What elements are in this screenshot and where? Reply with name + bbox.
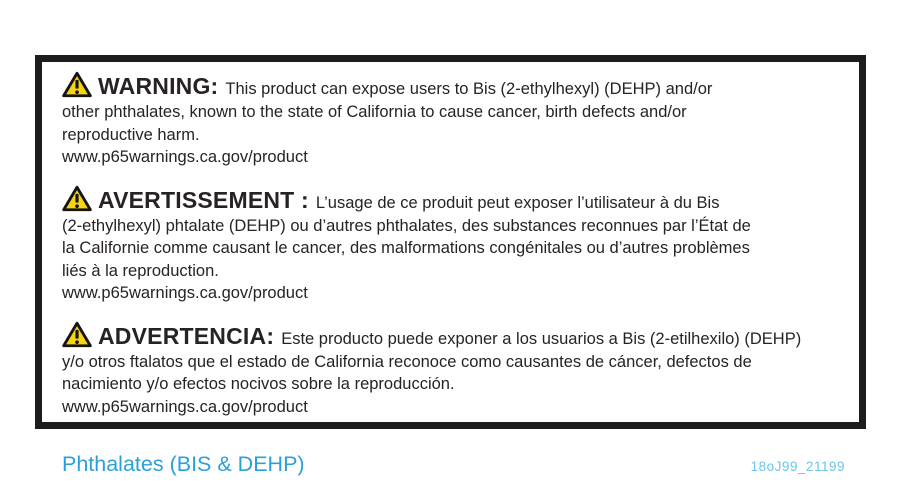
warning-heading-spanish: ADVERTENCIA: bbox=[98, 322, 275, 349]
warning-text-french-line-4: liés à la reproduction. bbox=[62, 261, 219, 280]
warning-block-spanish bbox=[62, 321, 849, 419]
warning-heading-french: AVERTISSEMENT : bbox=[98, 186, 309, 213]
warning-text-english-line-2: other phthalates, known to the state of California to cause cancer, birth defects and/or bbox=[62, 103, 687, 121]
warning-text-french-line-2: (2-ethylhexyl) phtalate (DEHP) ou d’autres phthalates, des substances reconnues par l’État de bbox=[62, 216, 751, 235]
warning-text-english-line-3: reproductive harm. bbox=[62, 125, 200, 144]
warning-triangle-icon bbox=[62, 71, 92, 98]
warning-text-spanish-line-2: y/o otros ftalatos que el estado de California reconoce como causantes de cáncer, defectos de bbox=[62, 352, 752, 371]
warning-heading-english: WARNING: bbox=[98, 73, 219, 99]
warning-heading-line-spanish bbox=[62, 321, 849, 351]
warning-text-spanish-line-3: nacimiento y/o efectos nocivos sobre la reproducción. bbox=[62, 375, 455, 393]
warning-text-french-line-3: la Californie comme causant le cancer, des malformations congénitales ou d’autres problèmes bbox=[62, 239, 750, 257]
warning-heading-line-french bbox=[62, 185, 849, 215]
p65-url-spanish: www.p65warnings.ca.gov/product bbox=[62, 397, 308, 416]
page-title: Phthalates (BIS & DEHP) bbox=[62, 452, 305, 476]
warning-triangle-icon bbox=[62, 185, 92, 212]
document-code: 18oJ99_21199 bbox=[750, 459, 845, 474]
p65-url-french: www.p65warnings.ca.gov/product bbox=[62, 284, 308, 302]
warning-text-spanish-line-1: Este producto puede exponer a los usuarios a Bis (2-etilhexilo) (DEHP) bbox=[281, 329, 802, 348]
warning-text-french-line-1: L’usage de ce produit peut exposer l’utilisateur à du Bis bbox=[315, 193, 720, 212]
warning-block-french bbox=[62, 185, 849, 305]
warning-block-english bbox=[62, 71, 849, 169]
prop65-warning-box bbox=[35, 55, 866, 429]
warning-text-english-line-1: This product can expose users to Bis (2-ethylhexyl) (DEHP) and/or bbox=[225, 80, 713, 98]
p65-url-english: www.p65warnings.ca.gov/product bbox=[62, 148, 308, 166]
warning-heading-line-english bbox=[62, 71, 849, 101]
warning-triangle-icon bbox=[62, 321, 92, 348]
